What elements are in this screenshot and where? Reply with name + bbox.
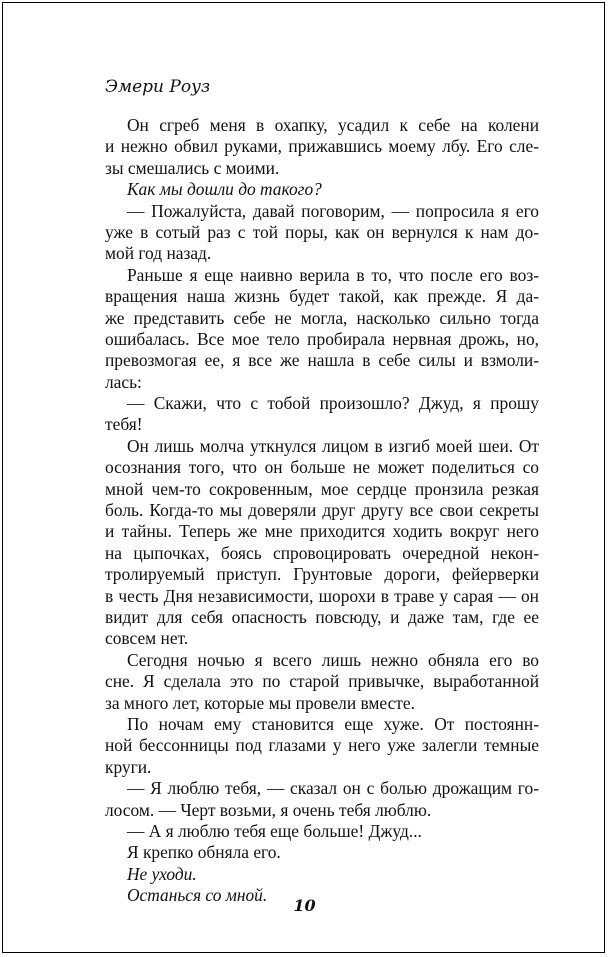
text-line: вращения наша жизнь будет такой, как прежде. Я да- <box>105 286 539 307</box>
text-line: лосом. — Черт возьми, я очень тебя люблю. <box>105 799 432 820</box>
text-line: за много лет, которые мы провели вместе. <box>105 692 415 713</box>
text-line: же представить себе не могла, насколько сильно тогда <box>105 307 539 328</box>
text-line: тебя! <box>105 414 143 435</box>
text-line: мой год назад. <box>105 243 212 264</box>
text-line-italic: Останься со мной. <box>127 885 268 906</box>
text-line: мной чем-то сокровенным, мое сердце пронзила резкая <box>105 478 539 499</box>
text-line: — Я люблю тебя, — сказал он с болью дрожащим го- <box>127 778 539 799</box>
text-line: уже в сотый раз с той поры, как он вернулся к нам до- <box>105 221 539 242</box>
text-line: Он лишь молча уткнулся лицом в изгиб моей шеи. От <box>127 435 539 456</box>
text-line: видит для себя опасность повсюду, и даже там, где ее <box>105 606 539 627</box>
text-line: ошибалась. Все мое тело пробирала нервная дрожь, но, <box>105 328 539 349</box>
text-line: и тайны. Теперь же мне приходится ходить вокруг него <box>105 521 539 542</box>
text-line-italic: Как мы дошли до такого? <box>127 179 322 200</box>
text-line: По ночам ему становится еще хуже. От постоянн- <box>127 713 539 734</box>
text-line: Он сгреб меня в охапку, усадил к себе на колени <box>127 115 539 135</box>
text-line: боль. Когда-то мы доверяли друг другу все свои секреты <box>105 500 539 521</box>
text-line: осознания того, что он больше не может поделиться со <box>105 457 539 478</box>
text-line: — А я люблю тебя еще больше! Джуд... <box>127 820 422 841</box>
text-line: лась: <box>105 371 142 392</box>
text-line-italic: Не уходи. <box>127 863 197 884</box>
text-line: Сегодня ночью я всего лишь нежно обняла его во <box>127 649 539 670</box>
text-line: Раньше я еще наивно верила в то, что после его воз- <box>127 264 539 285</box>
body-text <box>105 115 539 906</box>
text-line: тролируемый приступ. Грунтовые дороги, фейерверки <box>105 564 539 585</box>
text-line: на цыпочках, боясь спровоцировать очередной некон- <box>105 542 539 563</box>
text-line: сне. Я сделала это по старой привычке, выработанной <box>105 671 539 692</box>
book-page <box>2 2 605 953</box>
text-line: превозмогая ее, я все же нашла в себе силы и взмоли- <box>105 350 539 371</box>
running-header: Эмери Роуз <box>105 77 211 97</box>
text-line: и нежно обвил руками, прижавшись моему лбу. Его сле- <box>105 136 539 157</box>
text-line: — Пожалуйста, давай поговорим, — попросила я его <box>127 200 539 221</box>
text-line: зы смешались с моими. <box>105 157 280 178</box>
text-line: круги. <box>105 756 152 777</box>
text-line: совсем нет. <box>105 628 189 649</box>
page-number: 10 <box>293 896 316 915</box>
text-line: в честь Дня независимости, шорохи в траве у сарая — он <box>105 585 539 606</box>
text-line: Я крепко обняла его. <box>127 842 281 863</box>
text-line: ной бессонницы под глазами у него уже залегли темные <box>105 735 539 756</box>
text-line: — Скажи, что с тобой произошло? Джуд, я прошу <box>127 393 539 414</box>
